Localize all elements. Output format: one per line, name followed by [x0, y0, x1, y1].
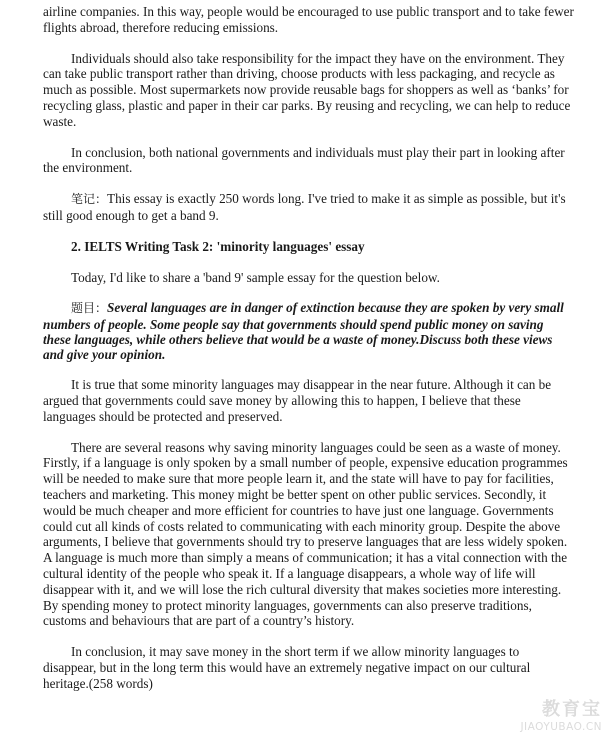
essay1-individuals-paragraph: Individuals should also take responsibility for the impact they have on the environment. They can take public transport rather than driving, choose products with less packaging, and recycle as much as possible. Most supermarkets now provide reusable bags for shoppers as well as ‘banks’ for recycling glass, plastic and paper in their car parks. By reusing and recycling, we can help to reduce waste. — [43, 50, 571, 129]
essay2-question-prompt — [43, 300, 574, 362]
note-text: This essay is exactly 250 words long. I've tried to make it as simple as possible, but it's still good enough to get a band 9. — [43, 191, 566, 223]
essay1-conclusion-paragraph: In conclusion, both national governments and individuals must play their part in looking after the environment. — [43, 144, 565, 176]
essay1-closing-paragraph: airline companies. In this way, people would be encouraged to use public transport and to take fewer flights abroad, therefore reducing emissions. — [43, 4, 574, 35]
essay2-heading: 2. IELTS Writing Task 2: 'minority languages' essay — [71, 238, 365, 254]
prompt-text: Several languages are in danger of extinction because they are spoken by very small numbers of people. Some people say that governments should spend public money on saving these languages, while others believe that would be a waste of money.Discuss both these views and give your opinion. — [43, 300, 564, 362]
watermark-logo-text: 教育宝 — [542, 699, 602, 720]
essay1-note — [43, 191, 574, 224]
essay2-conclusion-paragraph: In conclusion, it may save money in the short term if we allow minority languages to disappear, but in the long term this would have an extremely negative impact on our cultural heritage.(258 words) — [43, 644, 531, 691]
note-label: 笔记： — [71, 192, 108, 207]
watermark-domain: JIAOYUBAO.CN — [520, 721, 602, 733]
essay2-intro: Today, I'd like to share a 'band 9' sample essay for the question below. — [71, 269, 440, 285]
essay2-body-paragraph: There are several reasons why saving minority languages could be seen as a waste of money. Firstly, if a language is only spoken by a small number of people, expensive education programmes will be needed to make sure that more people learn it, and the state will have to pay for facilities, teachers and marketing. This money might be better spent on other public services. Secondly, it would be much cheaper and more efficient for countries to have just one language. Governments could cut all kinds of costs related to communicating with each minority group. Despite the above arguments, I believe that governments should try to preserve languages that are less widely spoken. A language is much more than simply a means of communication; it has a vital connection with the cultural identity of the people who speak it. If a language disappears, a whole way of life will disappear with it, and we will lose the rich cultural diversity that makes societies more interesting. By spending money to protect minority languages, governments can also preserve traditions, customs and behaviours that are part of a country’s history. — [43, 439, 568, 629]
prompt-label: 题目： — [71, 301, 108, 316]
essay2-introduction-paragraph: It is true that some minority languages may disappear in the near future. Although it can be argued that governments could save money by allowing this to happen, I believe that these languages should be protected and preserved. — [43, 377, 552, 424]
